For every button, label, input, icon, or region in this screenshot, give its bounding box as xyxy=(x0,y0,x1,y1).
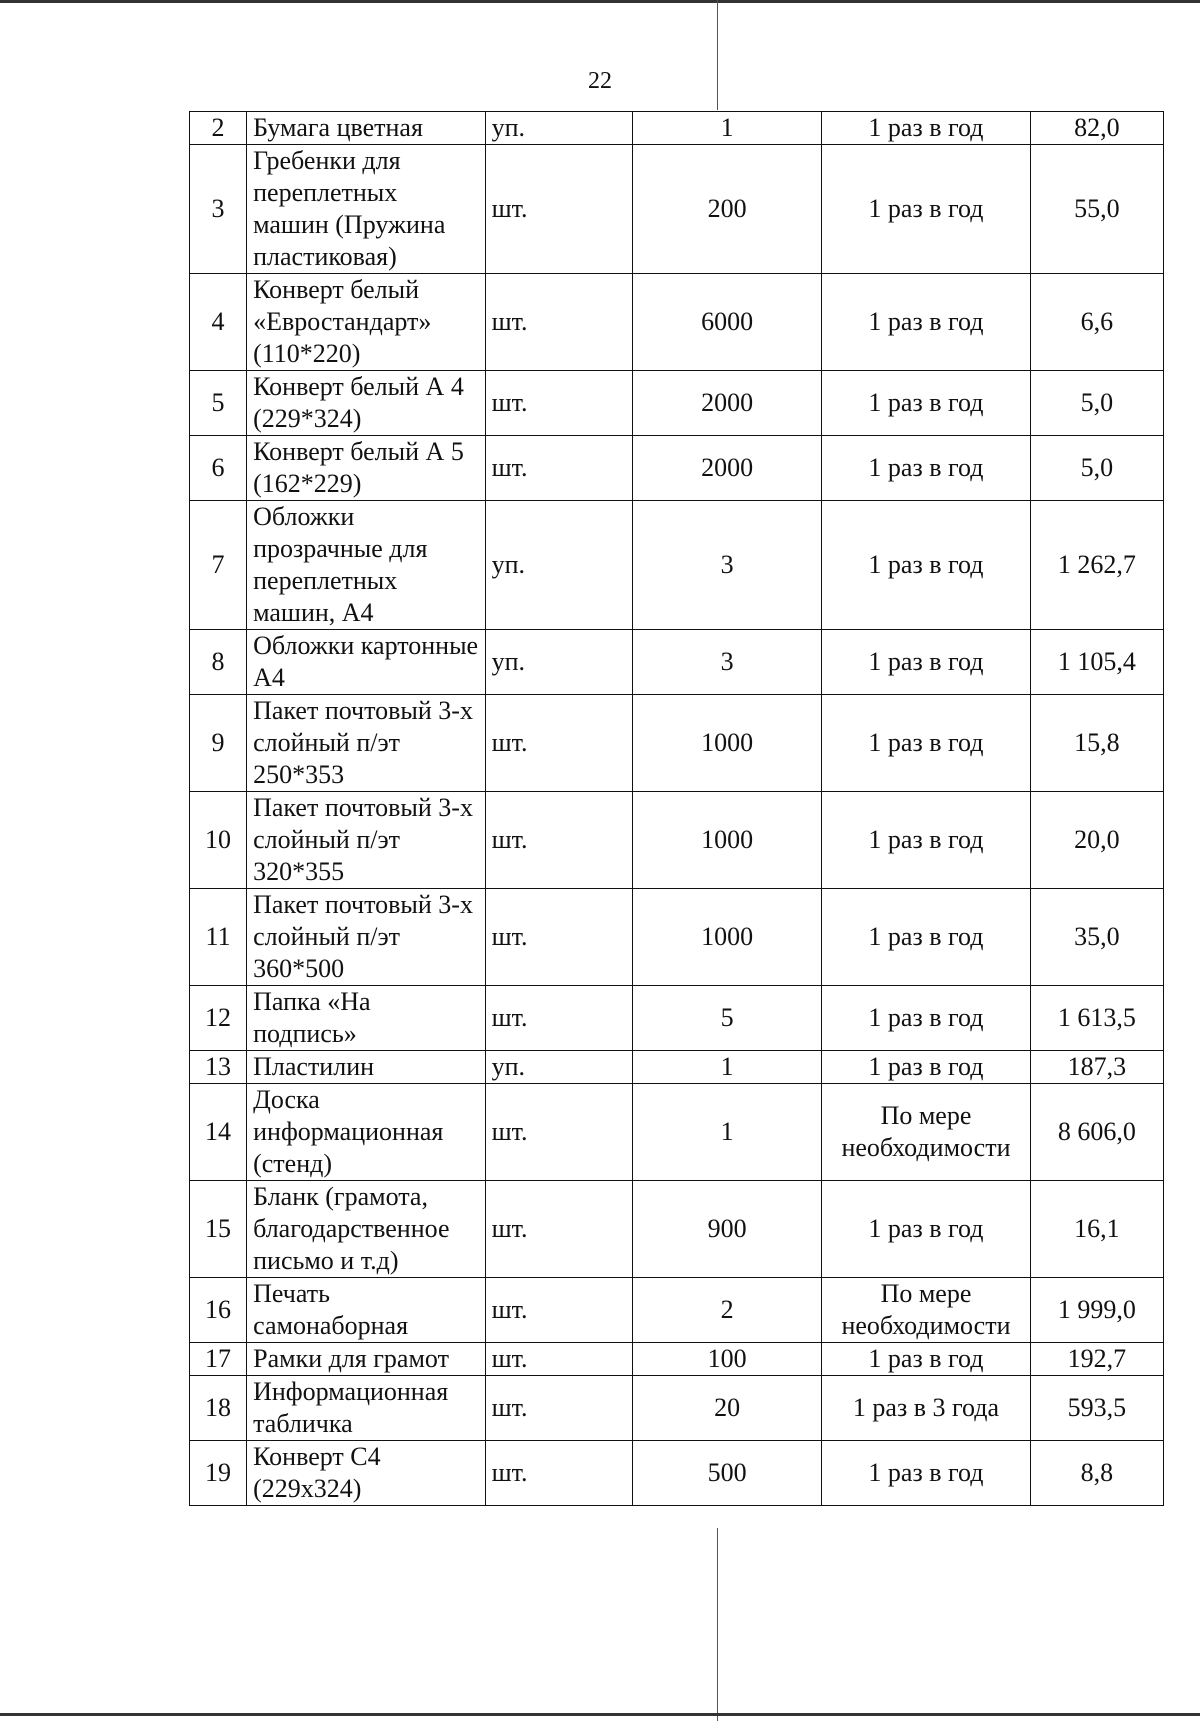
item-quantity: 100 xyxy=(632,1343,821,1376)
row-number: 4 xyxy=(190,274,247,371)
item-name: Конверт белый А 5 (162*229) xyxy=(247,436,485,501)
item-name: Рамки для грамот xyxy=(247,1343,485,1376)
item-unit: шт. xyxy=(485,1084,632,1181)
table-row xyxy=(190,792,1164,889)
row-number: 10 xyxy=(190,792,247,889)
item-name: Пакет почтовый 3-х слойный п/эт 360*500 xyxy=(247,889,485,986)
item-price: 15,8 xyxy=(1030,695,1163,792)
items-table xyxy=(189,111,1164,1506)
item-price: 1 613,5 xyxy=(1030,986,1163,1051)
item-unit: уп. xyxy=(485,1051,632,1084)
item-quantity: 2000 xyxy=(632,436,821,501)
row-number: 15 xyxy=(190,1181,247,1278)
row-number: 16 xyxy=(190,1278,247,1343)
item-unit: шт. xyxy=(485,1343,632,1376)
item-name: Печать самонаборная xyxy=(247,1278,485,1343)
table-row xyxy=(190,695,1164,792)
scan-edge-top xyxy=(0,0,1200,3)
item-quantity: 3 xyxy=(632,630,821,695)
row-number: 19 xyxy=(190,1441,247,1506)
item-name: Конверт белый А 4 (229*324) xyxy=(247,371,485,436)
item-frequency: 1 раз в год xyxy=(822,112,1030,145)
item-unit: шт. xyxy=(485,1181,632,1278)
item-quantity: 500 xyxy=(632,1441,821,1506)
item-quantity: 2000 xyxy=(632,371,821,436)
item-name: Бланк (грамота, благодарственное письмо и т.д) xyxy=(247,1181,485,1278)
item-name: Гребенки для переплетных машин (Пружина пластиковая) xyxy=(247,145,485,274)
item-price: 593,5 xyxy=(1030,1376,1163,1441)
scan-edge-bottom xyxy=(0,1713,1200,1716)
item-name: Папка «На подпись» xyxy=(247,986,485,1051)
row-number: 13 xyxy=(190,1051,247,1084)
item-quantity: 1000 xyxy=(632,889,821,986)
table-row xyxy=(190,1051,1164,1084)
item-name: Пакет почтовый 3-х слойный п/эт 320*355 xyxy=(247,792,485,889)
row-number: 3 xyxy=(190,145,247,274)
item-quantity: 900 xyxy=(632,1181,821,1278)
row-number: 5 xyxy=(190,371,247,436)
item-price: 16,1 xyxy=(1030,1181,1163,1278)
row-number: 14 xyxy=(190,1084,247,1181)
item-price: 35,0 xyxy=(1030,889,1163,986)
item-unit: шт. xyxy=(485,274,632,371)
item-price: 8 606,0 xyxy=(1030,1084,1163,1181)
item-frequency: 1 раз в год xyxy=(822,1181,1030,1278)
item-quantity: 200 xyxy=(632,145,821,274)
item-price: 1 999,0 xyxy=(1030,1278,1163,1343)
table-row xyxy=(190,371,1164,436)
table-row xyxy=(190,1278,1164,1343)
item-frequency: 1 раз в год xyxy=(822,630,1030,695)
item-price: 1 105,4 xyxy=(1030,630,1163,695)
item-name: Информационная табличка xyxy=(247,1376,485,1441)
item-name: Пластилин xyxy=(247,1051,485,1084)
item-frequency: 1 раз в год xyxy=(822,1051,1030,1084)
item-quantity: 1000 xyxy=(632,792,821,889)
item-name: Конверт С4 (229х324) xyxy=(247,1441,485,1506)
item-frequency: 1 раз в год xyxy=(822,695,1030,792)
row-number: 8 xyxy=(190,630,247,695)
item-quantity: 1 xyxy=(632,1051,821,1084)
table-row xyxy=(190,112,1164,145)
item-frequency: По мере необходимости xyxy=(822,1084,1030,1181)
item-price: 5,0 xyxy=(1030,436,1163,501)
item-unit: уп. xyxy=(485,630,632,695)
item-quantity: 1000 xyxy=(632,695,821,792)
item-quantity: 20 xyxy=(632,1376,821,1441)
item-unit: уп. xyxy=(485,112,632,145)
item-price: 1 262,7 xyxy=(1030,501,1163,630)
item-name: Доска информационная (стенд) xyxy=(247,1084,485,1181)
item-quantity: 1 xyxy=(632,112,821,145)
item-unit: шт. xyxy=(485,1376,632,1441)
item-name: Пакет почтовый 3-х слойный п/эт 250*353 xyxy=(247,695,485,792)
table-row xyxy=(190,145,1164,274)
table-row xyxy=(190,986,1164,1051)
row-number: 9 xyxy=(190,695,247,792)
item-frequency: 1 раз в год xyxy=(822,371,1030,436)
item-quantity: 3 xyxy=(632,501,821,630)
row-number: 17 xyxy=(190,1343,247,1376)
items-table-body xyxy=(190,112,1164,1506)
item-price: 192,7 xyxy=(1030,1343,1163,1376)
item-name: Обложки картонные А4 xyxy=(247,630,485,695)
table-row xyxy=(190,501,1164,630)
item-unit: шт. xyxy=(485,695,632,792)
table-row xyxy=(190,1441,1164,1506)
item-frequency: 1 раз в год xyxy=(822,274,1030,371)
scan-fold-line-bottom xyxy=(717,1528,718,1721)
item-unit: шт. xyxy=(485,371,632,436)
table-row xyxy=(190,1181,1164,1278)
item-name: Конверт белый «Евростандарт» (110*220) xyxy=(247,274,485,371)
item-quantity: 6000 xyxy=(632,274,821,371)
item-frequency: 1 раз в год xyxy=(822,436,1030,501)
item-unit: шт. xyxy=(485,1278,632,1343)
item-frequency: 1 раз в год xyxy=(822,1441,1030,1506)
item-price: 187,3 xyxy=(1030,1051,1163,1084)
item-price: 20,0 xyxy=(1030,792,1163,889)
item-unit: шт. xyxy=(485,436,632,501)
row-number: 12 xyxy=(190,986,247,1051)
table-row xyxy=(190,1084,1164,1181)
row-number: 2 xyxy=(190,112,247,145)
item-unit: шт. xyxy=(485,792,632,889)
item-unit: шт. xyxy=(485,986,632,1051)
item-frequency: 1 раз в год xyxy=(822,889,1030,986)
item-name: Бумага цветная xyxy=(247,112,485,145)
item-name: Обложки прозрачные для переплетных машин, А4 xyxy=(247,501,485,630)
row-number: 11 xyxy=(190,889,247,986)
item-frequency: 1 раз в год xyxy=(822,986,1030,1051)
item-frequency: 1 раз в год xyxy=(822,145,1030,274)
table-row xyxy=(190,1376,1164,1441)
page-number: 22 xyxy=(588,68,612,94)
item-frequency: 1 раз в год xyxy=(822,792,1030,889)
item-price: 8,8 xyxy=(1030,1441,1163,1506)
item-quantity: 5 xyxy=(632,986,821,1051)
table-row xyxy=(190,274,1164,371)
item-unit: шт. xyxy=(485,145,632,274)
table-row xyxy=(190,630,1164,695)
item-unit: шт. xyxy=(485,1441,632,1506)
item-price: 55,0 xyxy=(1030,145,1163,274)
item-quantity: 2 xyxy=(632,1278,821,1343)
item-price: 6,6 xyxy=(1030,274,1163,371)
row-number: 18 xyxy=(190,1376,247,1441)
item-unit: шт. xyxy=(485,889,632,986)
item-frequency: 1 раз в 3 года xyxy=(822,1376,1030,1441)
item-frequency: 1 раз в год xyxy=(822,501,1030,630)
item-unit: уп. xyxy=(485,501,632,630)
row-number: 7 xyxy=(190,501,247,630)
item-quantity: 1 xyxy=(632,1084,821,1181)
item-price: 82,0 xyxy=(1030,112,1163,145)
row-number: 6 xyxy=(190,436,247,501)
item-frequency: 1 раз в год xyxy=(822,1343,1030,1376)
table-row xyxy=(190,1343,1164,1376)
item-price: 5,0 xyxy=(1030,371,1163,436)
table-row xyxy=(190,889,1164,986)
table-row xyxy=(190,436,1164,501)
item-frequency: По мере необходимости xyxy=(822,1278,1030,1343)
